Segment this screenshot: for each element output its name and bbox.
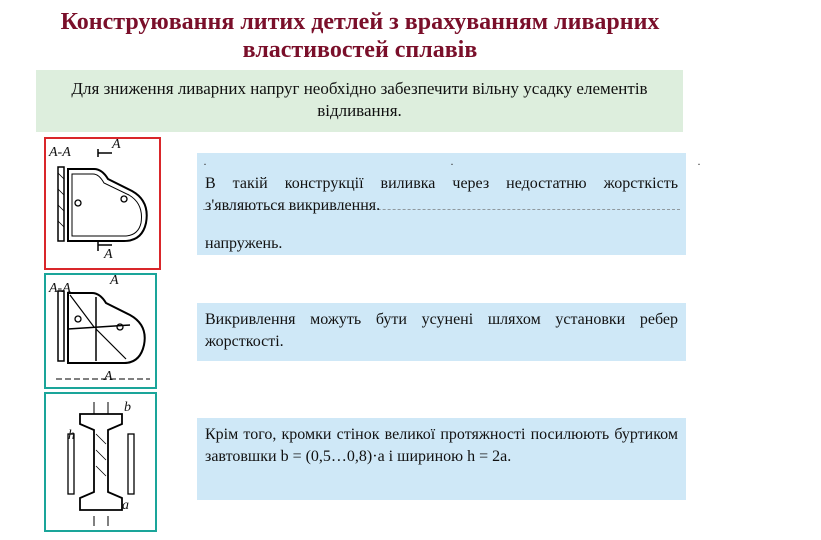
section-mark-top: А	[110, 273, 119, 288]
section-label: А-А	[49, 281, 71, 296]
text-panel-ribs: Викривлення можуть бути усунені шляхом установки ребер жорсткості.	[197, 303, 686, 361]
section-mark-bottom: А	[104, 247, 113, 262]
text-panel-warping	[197, 153, 821, 255]
dimension-b-label: b	[124, 400, 131, 415]
figure-casting-without-ribs	[44, 137, 161, 270]
dimension-a-label: a	[122, 498, 129, 513]
figure-casting-with-ribs	[44, 273, 157, 389]
overlap-artifact: · · ·	[203, 157, 821, 171]
text-panel-bead: Крім того, кромки стінок великої протяжності посилюють буртиком завтовшки b = (0,5…0,8)·a і шириною h = 2a.	[197, 418, 686, 500]
intro-box: Для зниження ливарних напруг необхідно забезпечити вільну усадку елементів відливання.	[36, 70, 683, 132]
slide-title: Конструювання литих детлей з врахуванням ливарних властивостей сплавів	[60, 9, 660, 63]
section-label: А-А	[49, 145, 71, 160]
section-mark-bottom: А	[104, 369, 113, 384]
panel1-text: В такій конструкції виливка через недостатню жорсткість з'являються викривлення.	[205, 175, 678, 214]
figure-wall-bead	[44, 392, 157, 532]
section-mark-top: А	[112, 137, 121, 152]
panel1-trailing-text: напружень.	[205, 235, 283, 252]
bead-section-drawing	[46, 394, 155, 530]
dimension-h-label: h	[68, 428, 75, 443]
